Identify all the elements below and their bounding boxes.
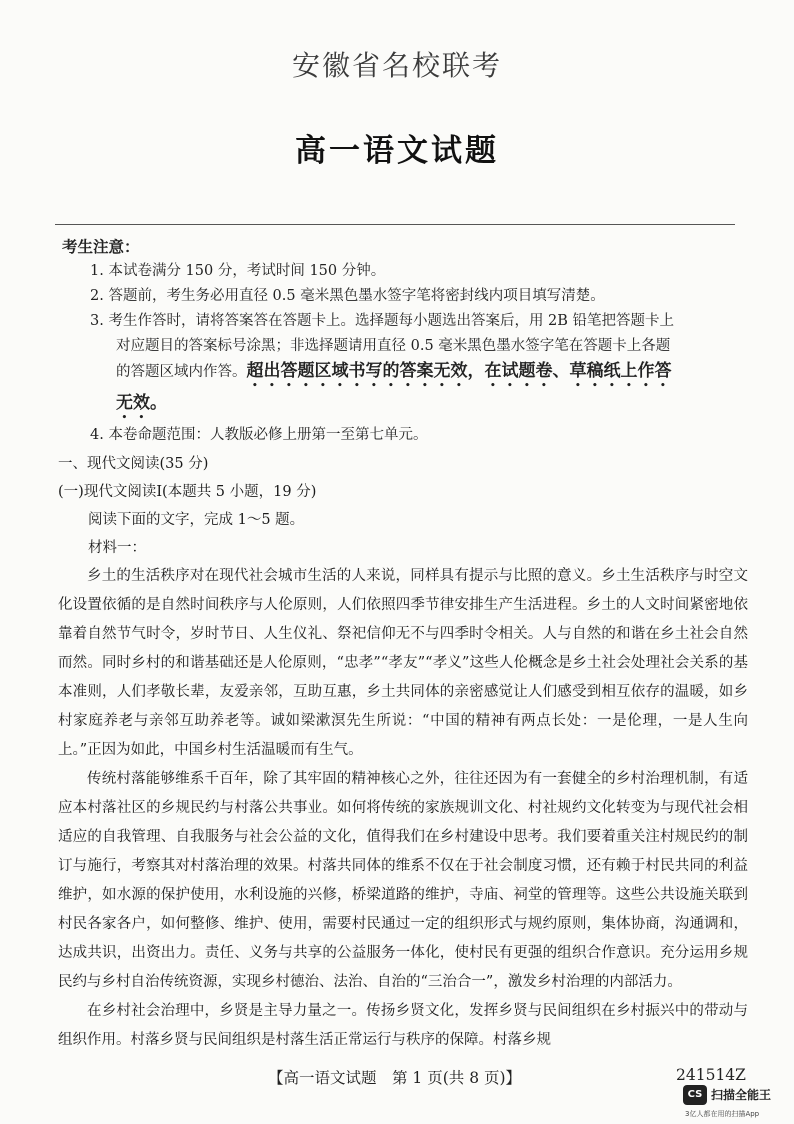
passage-paragraph-2: 传统村落能够维系千百年，除了其牢固的精神核心之外，往往还因为有一套健全的乡村治理机制，有适应本村落社区的乡规民约与村落公共事业。如何将传统的家族规训文化、村社规约文化转变为与现代社会相适应的自我管理、自我服务与社会公益的文化，值得我们在乡村建设中思考。我们要着重关注村规民约的制订与施行，考察其对村落治理的效果。村落共同体的维系不仅在于社会制度习惯，还有赖于村民共同的利益维护，如水源的保护使用，水利设施的兴修，桥梁道路的维护，寺庙、祠堂的管理等。这些公共设施关联到村民各家各户，如何整修、维护、使用，需要村民通过一定的组织形式与规约原则，集体协商，沟通调和，达成共识，出资出力。责任、义务与共享的公益服务一体化，使村民有更强的组织合作意识。充分运用乡规民约与乡村自治传统资源，实现乡村德治、法治、自治的“三治合一”，激发乡村治理的内部活力。 (58, 771, 748, 990)
notice-item-2: 2. 答题前，考生务必用直径 0.5 毫米黑色墨水签字笔将密封线内项目填写清楚。 (90, 288, 605, 304)
notice-item-1: 1. 本试卷满分 150 分，考试时间 150 分钟。 (90, 263, 386, 279)
exam-code: 241514Z (676, 1066, 746, 1084)
page-footer: 【高一语文试题 第 1 页(共 8 页)】 (268, 1069, 522, 1087)
passage-paragraph-1: 乡土的生活秩序对在现代社会城市生活的人来说，同样具有提示与比照的意义。乡土生活秩序与时空文化设置依循的是自然时间秩序与人伦原则，人们依照四季节律安排生产生活进程。乡土的人文时间紧密地依靠着自然节气时令，岁时节日、人生仪礼、祭祀信仰无不与四季时令相关。人与自然的和谐在乡土社会自然而然。同时乡村的和谐基础还是人伦原则，“忠孝”“孝友”“孝义”这些人伦概念是乡土社会处理社会关系的基本准则，人们孝敬长辈，友爱亲邻，互助互惠，乡土共同体的亲密感觉让人们感受到相互依存的温暖，如乡村家庭养老与亲邻互助养老等。诚如梁漱溟先生所说：“中国的精神有两点长处：一是伦理，一是人生向上。”正因为如此，中国乡村生活温暖而有生气。 (58, 568, 748, 758)
camscanner-logo-icon: CS (683, 1085, 707, 1105)
subsection-heading: (一)现代文阅读Ⅰ(本题共 5 小题，19 分) (58, 484, 317, 500)
candidate-notice (62, 234, 762, 448)
notice-item-3-line-1: 3. 考生作答时，请将答案答在答题卡上。选择题每小题选出答案后，用 2B 铅笔把答题卡上 (90, 313, 675, 329)
notice-emphasis-2: 无效。 (116, 393, 167, 413)
notice-item-3-line-3 (62, 359, 762, 391)
watermark-name: 扫描全能王 (711, 1088, 772, 1102)
reading-instruction: 阅读下面的文字，完成 1～5 题。 (88, 512, 305, 528)
divider-rule (55, 224, 735, 225)
material-label: 材料一： (88, 540, 146, 556)
exam-school-header: 安徽省名校联考 (291, 49, 502, 82)
notice-item-4: 4. 本卷命题范围：人教版必修上册第一至第七单元。 (90, 427, 428, 443)
notice-item-3-line-4 (62, 391, 762, 423)
section-heading: 一、现代文阅读(35 分) (58, 456, 209, 472)
exam-title: 高一语文试题 (295, 133, 499, 169)
notice-emphasis-1: 超出答题区域书写的答案无效，在试题卷、草稿纸上作答 (246, 361, 672, 381)
passage-paragraph-3: 在乡村社会治理中，乡贤是主导力量之一。传扬乡贤文化，发挥乡贤与民间组织在乡村振兴中的带动与组织作用。村落乡贤与民间组织是村落生活正常运行与秩序的保障。村落乡规 (58, 1003, 748, 1048)
notice-heading: 考生注意： (62, 237, 140, 256)
scanner-watermark (683, 1085, 791, 1119)
exam-body (58, 450, 748, 1055)
watermark-tagline: 3亿人都在用的扫描App (685, 1110, 760, 1118)
notice-item-3-line-2: 对应题目的答案标号涂黑；非选择题请用直径 0.5 毫米黑色墨水签字笔在答题卡上各题 (116, 338, 671, 354)
notice-item-3-text: 的答题区域内作答。 (116, 364, 247, 380)
